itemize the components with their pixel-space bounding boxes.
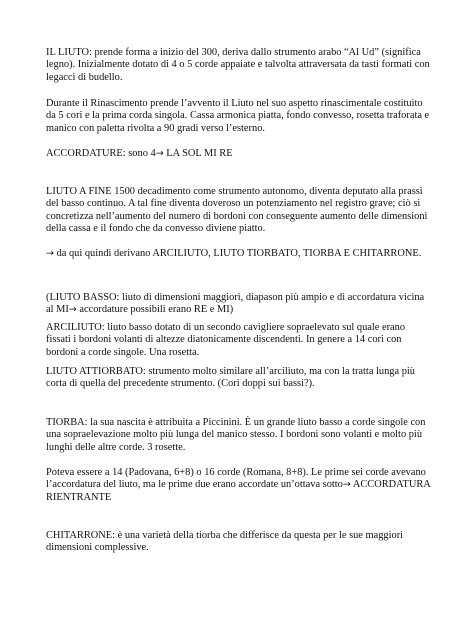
derivati-text: da qui quindi derivano ARCILIUTO, LIUTO TIORBATO, TIORBA E CHITARRONE. (53, 248, 422, 259)
right-arrow-icon: → (342, 479, 351, 491)
liuto-basso-text: (LIUTO BASSO: liuto di dimensioni maggiori, diapason più ampio e di accordatura vicina al MI (46, 292, 425, 316)
poteva-text: Poteva essere a 14 (Padovana, 6+8) o 16 corde (Romana, 8+8). Le prime sei corde avevano l’accordatura del liuto, ma le prime due erano accordate un’ottava sotto (46, 467, 426, 491)
liuto-basso-tail: accordature possibili erano RE e MI) (76, 304, 234, 316)
right-arrow-icon: → (46, 248, 54, 259)
accordature-notes: LA SOL MI RE (163, 148, 233, 159)
paragraph-chitarrone: CHITARRONE: è una varietà della tiorba che differisce da questa per le sue maggiori dimensioni complessive. (46, 530, 404, 554)
paragraph-rinascimento: Durante il Rinascimento prende l’avvento il Liuto nel suo aspetto rinascimentale costituito da 5 cori e la prima corda singola. Cassa armonica piatta, fondo convesso, rosetta traforata e manico con paletta rivolta a 90 gradi verso l’esterno. (46, 98, 430, 134)
paragraph-liuto-fine-1500: LIUTO A FINE 1500 decadimento come strumento autonomo, diventa deputato alla prassi del basso continuo. A tal fine diventa doveroso un potenziamento nel registro grave; ciò si concretizza nell’aumento del numero di bordoni con conseguente aumento delle dimensioni della cassa e il fondo che da convesso diviene piatto. (46, 186, 428, 235)
paragraph-liuto-intro: IL LIUTO: prende forma a inizio del 300, deriva dallo strumento arabo “Al Ud” (significa legno). Inizialmente dotato di 4 o 5 corde appaiate e talvolta attraversata da tasti formati con legacci di budello. (46, 47, 430, 83)
paragraph-tiorba: TIORBA: la sua nascita è attribuita a Piccinini. È un grande liuto basso a corde singole con una sopraelevazione molto più lunga del manico stesso. I bordoni sono volanti e molto più lunghi delle altre corde. 3 rosette. (46, 417, 426, 453)
paragraph-arciliuto: ARCILIUTO: liuto basso dotato di un secondo cavigliere sopraelevato sul quale erano fissati i bordoni volanti di altezze diatonicamente discendenti. In genere a 14 cori con bordoni a corde singole. Una rosetta. (46, 322, 406, 358)
accordature-label: ACCORDATURE: sono 4 (46, 148, 156, 159)
right-arrow-icon: → (68, 304, 77, 316)
paragraph-poteva (46, 467, 432, 504)
paragraph-accordature (46, 148, 432, 160)
paragraph-derivati (46, 248, 432, 260)
right-arrow-icon: → (155, 148, 164, 159)
paragraph-liuto-attiorbato: LIUTO ATTIORBATO: strumento molto similare all’arciliuto, ma con la tratta lunga più corta di quella del precedente strumento. (Cori doppi sui bassi?). (46, 366, 415, 390)
accordatura-rientrante: ACCORDATURA RIENTRANTE (46, 479, 431, 503)
paragraph-liuto-basso (46, 292, 432, 317)
